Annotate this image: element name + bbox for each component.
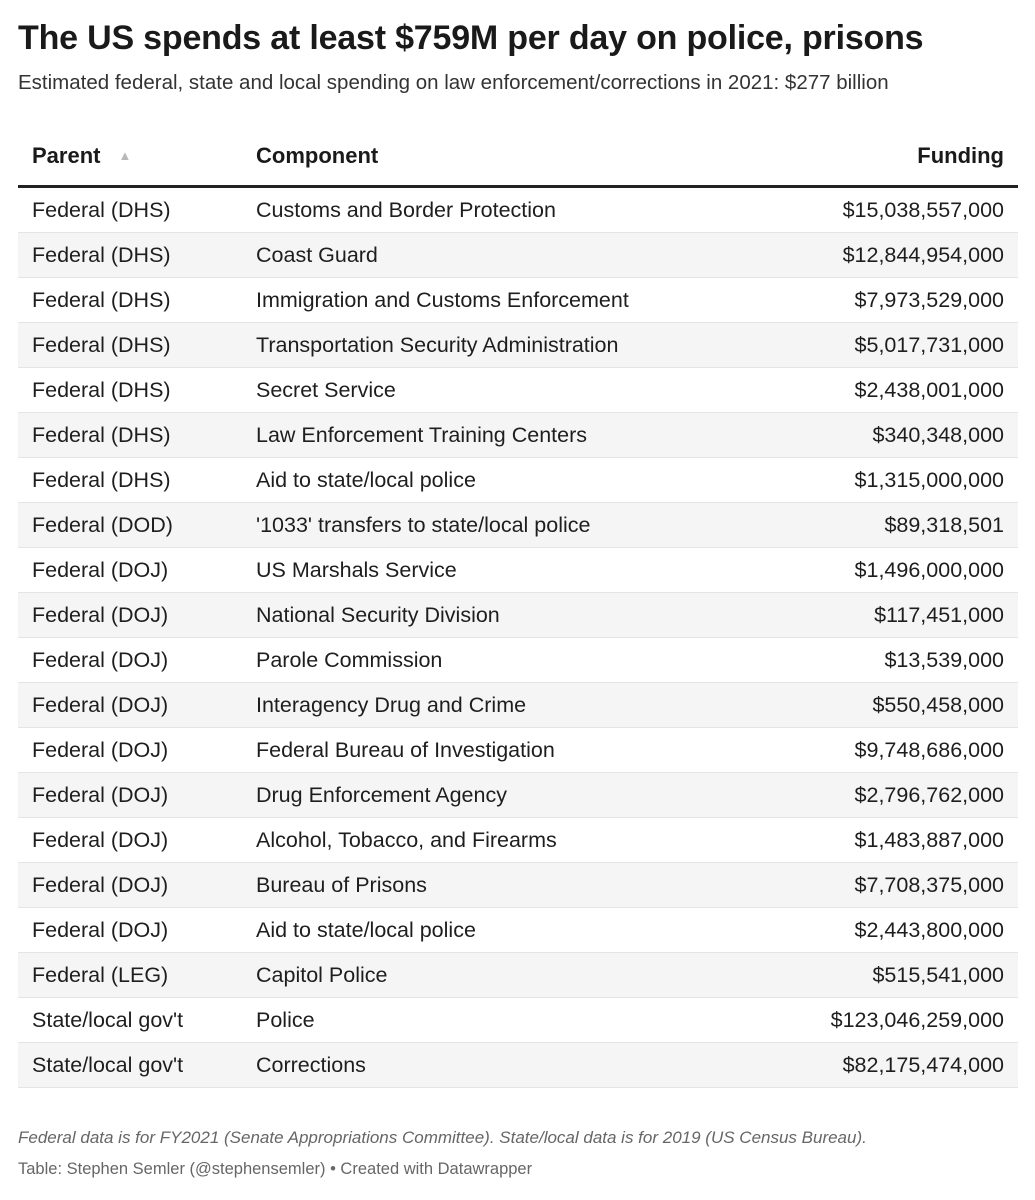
parent-cell: Federal (DOJ) xyxy=(18,683,242,728)
funding-cell: $89,318,501 xyxy=(762,503,1018,548)
funding-cell: $15,038,557,000 xyxy=(762,187,1018,233)
funding-header-label: Funding xyxy=(917,142,1004,168)
funding-cell: $515,541,000 xyxy=(762,953,1018,998)
parent-header-label: Parent xyxy=(32,142,101,168)
table-row xyxy=(18,187,1018,233)
funding-cell: $123,046,259,000 xyxy=(762,998,1018,1043)
table-row xyxy=(18,503,1018,548)
parent-cell: Federal (LEG) xyxy=(18,953,242,998)
parent-column-header[interactable] xyxy=(18,126,242,187)
parent-cell: Federal (DOJ) xyxy=(18,638,242,683)
component-cell: Aid to state/local police xyxy=(242,458,762,503)
table-row xyxy=(18,1043,1018,1088)
component-cell: Secret Service xyxy=(242,368,762,413)
component-cell: Police xyxy=(242,998,762,1043)
parent-cell: Federal (DOJ) xyxy=(18,728,242,773)
component-cell: Law Enforcement Training Centers xyxy=(242,413,762,458)
parent-cell: Federal (DHS) xyxy=(18,368,242,413)
table-row xyxy=(18,863,1018,908)
parent-cell: Federal (DOJ) xyxy=(18,818,242,863)
funding-cell: $7,973,529,000 xyxy=(762,278,1018,323)
table-row xyxy=(18,413,1018,458)
funding-column-header[interactable] xyxy=(762,126,1018,187)
table-row xyxy=(18,683,1018,728)
funding-cell: $82,175,474,000 xyxy=(762,1043,1018,1088)
component-header-label: Component xyxy=(256,142,379,168)
chart-source: Table: Stephen Semler (@stephensemler) • Created with Datawrapper xyxy=(18,1160,533,1178)
table-row xyxy=(18,548,1018,593)
component-cell: Immigration and Customs Enforcement xyxy=(242,278,762,323)
table-body xyxy=(18,187,1018,1088)
component-cell: Coast Guard xyxy=(242,233,762,278)
parent-cell: Federal (DOD) xyxy=(18,503,242,548)
component-cell: Alcohol, Tobacco, and Firearms xyxy=(242,818,762,863)
component-cell: Parole Commission xyxy=(242,638,762,683)
component-cell: US Marshals Service xyxy=(242,548,762,593)
parent-cell: Federal (DOJ) xyxy=(18,863,242,908)
component-cell: Corrections xyxy=(242,1043,762,1088)
table-row xyxy=(18,818,1018,863)
component-cell: National Security Division xyxy=(242,593,762,638)
parent-cell: Federal (DHS) xyxy=(18,278,242,323)
table-row xyxy=(18,998,1018,1043)
table-row xyxy=(18,323,1018,368)
table-row xyxy=(18,368,1018,413)
table-row xyxy=(18,773,1018,818)
parent-cell: Federal (DHS) xyxy=(18,413,242,458)
table-row xyxy=(18,953,1018,998)
funding-cell: $2,438,001,000 xyxy=(762,368,1018,413)
component-cell: Transportation Security Administration xyxy=(242,323,762,368)
component-cell: Capitol Police xyxy=(242,953,762,998)
spending-table xyxy=(18,126,1018,1088)
funding-cell: $1,483,887,000 xyxy=(762,818,1018,863)
component-cell: '1033' transfers to state/local police xyxy=(242,503,762,548)
table-row xyxy=(18,908,1018,953)
funding-cell: $13,539,000 xyxy=(762,638,1018,683)
parent-cell: Federal (DOJ) xyxy=(18,548,242,593)
table-row xyxy=(18,593,1018,638)
parent-cell: Federal (DOJ) xyxy=(18,773,242,818)
parent-cell: State/local gov't xyxy=(18,1043,242,1088)
sort-ascending-icon[interactable]: ▲ xyxy=(118,147,132,163)
funding-cell: $1,315,000,000 xyxy=(762,458,1018,503)
parent-cell: Federal (DHS) xyxy=(18,458,242,503)
chart-title: The US spends at least $759M per day on police, prisons xyxy=(18,19,924,57)
component-cell: Federal Bureau of Investigation xyxy=(242,728,762,773)
funding-cell: $550,458,000 xyxy=(762,683,1018,728)
parent-cell: Federal (DHS) xyxy=(18,233,242,278)
parent-cell: Federal (DHS) xyxy=(18,323,242,368)
component-column-header[interactable] xyxy=(242,126,762,187)
funding-cell: $5,017,731,000 xyxy=(762,323,1018,368)
table-row xyxy=(18,638,1018,683)
parent-cell: Federal (DHS) xyxy=(18,187,242,233)
funding-cell: $9,748,686,000 xyxy=(762,728,1018,773)
table-row xyxy=(18,458,1018,503)
table-header-row xyxy=(18,126,1018,187)
funding-cell: $340,348,000 xyxy=(762,413,1018,458)
chart-notes: Federal data is for FY2021 (Senate Appropriations Committee). State/local data is for 2019 (US Census Bureau). xyxy=(18,1128,867,1147)
funding-cell: $117,451,000 xyxy=(762,593,1018,638)
table-row xyxy=(18,728,1018,773)
funding-cell: $2,796,762,000 xyxy=(762,773,1018,818)
funding-cell: $7,708,375,000 xyxy=(762,863,1018,908)
component-cell: Aid to state/local police xyxy=(242,908,762,953)
component-cell: Bureau of Prisons xyxy=(242,863,762,908)
component-cell: Interagency Drug and Crime xyxy=(242,683,762,728)
funding-cell: $12,844,954,000 xyxy=(762,233,1018,278)
parent-cell: State/local gov't xyxy=(18,998,242,1043)
table-row xyxy=(18,278,1018,323)
funding-cell: $1,496,000,000 xyxy=(762,548,1018,593)
chart-subtitle: Estimated federal, state and local spending on law enforcement/corrections in 2021: $277 billion xyxy=(18,71,889,94)
parent-cell: Federal (DOJ) xyxy=(18,908,242,953)
table-row xyxy=(18,233,1018,278)
component-cell: Drug Enforcement Agency xyxy=(242,773,762,818)
parent-cell: Federal (DOJ) xyxy=(18,593,242,638)
component-cell: Customs and Border Protection xyxy=(242,187,762,233)
funding-cell: $2,443,800,000 xyxy=(762,908,1018,953)
